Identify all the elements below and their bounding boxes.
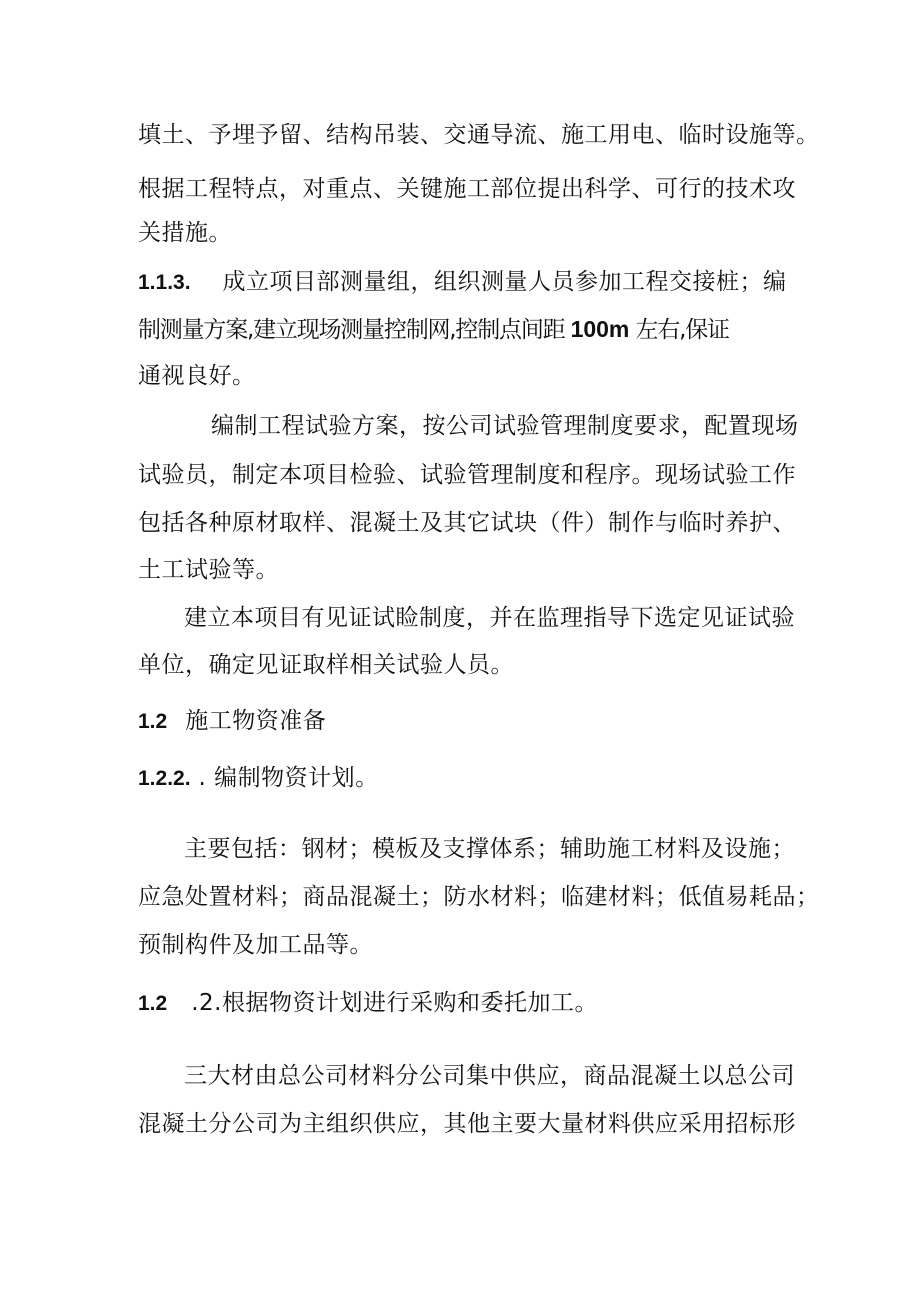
text: . 编制物资计划。 bbox=[198, 765, 379, 791]
section-number: 1.2.2. bbox=[138, 767, 191, 790]
section-heading-1-1-3 bbox=[138, 267, 787, 298]
section-number: 1.2 bbox=[138, 992, 168, 1015]
section-number: 1.2 bbox=[138, 710, 168, 733]
section-heading-1-2-2b bbox=[138, 988, 598, 1019]
text: 三大材由总公司材料分公司集中供应，商品混凝土以总公司 bbox=[184, 1063, 795, 1089]
paragraph-line bbox=[138, 930, 373, 960]
paragraph-line bbox=[138, 174, 796, 204]
paragraph-line bbox=[138, 650, 514, 680]
text: 包括各种原材取样、混凝土及其它试块（件）制作与临时养护、 bbox=[138, 510, 796, 536]
text: 填土、予埋予留、结构吊装、交通导流、施工用电、临时设施等。 bbox=[138, 122, 820, 148]
text: 建立本项目有见证试睑制度，并在监理指导下选定见证试验 bbox=[184, 605, 795, 631]
text: 成立项目部测量组，组织测量人员参加工程交接桩；编 bbox=[222, 269, 787, 295]
paragraph-line bbox=[138, 508, 796, 538]
paragraph-line bbox=[184, 834, 795, 864]
text: 应急处置材料；商品混凝土；防水材料；临建材料；低值易耗品； bbox=[138, 884, 820, 910]
paragraph-line bbox=[138, 361, 256, 391]
text: 通视良好。 bbox=[138, 363, 256, 389]
paragraph-line bbox=[138, 120, 820, 150]
section-heading-1-2 bbox=[138, 706, 326, 737]
paragraph-line bbox=[138, 460, 796, 490]
text: 制测量方案,建立现场测量控制网,控制点间距 bbox=[138, 317, 565, 343]
text: 单位，确定见证取样相关试验人员。 bbox=[138, 652, 514, 678]
text: 关措施。 bbox=[138, 220, 232, 246]
text: 左右,保证 bbox=[635, 317, 729, 343]
text: 编制工程试验方案，按公司试验管理制度要求，配置现场 bbox=[211, 413, 799, 439]
paragraph-line bbox=[138, 314, 729, 345]
section-number: 1.1.3. bbox=[138, 271, 191, 294]
paragraph-line bbox=[184, 1061, 795, 1091]
paragraph-line bbox=[138, 555, 279, 585]
text: 混凝土分公司为主组织供应，其他主要大量材料供应采用招标形 bbox=[138, 1111, 796, 1137]
text: 主要包括：钢材；模板及支撑体系；辅助施工材料及设施； bbox=[184, 836, 795, 862]
text: 根据工程特点，对重点、关键施工部位提出科学、可行的技术攻 bbox=[138, 176, 796, 202]
distance-value: 100m bbox=[570, 316, 630, 342]
section-heading-1-2-2 bbox=[138, 763, 379, 794]
text: 试验员，制定本项目检验、试验管理制度和程序。现场试验工作 bbox=[138, 462, 796, 488]
paragraph-line bbox=[138, 882, 820, 912]
text: 施工物资准备 bbox=[185, 708, 327, 734]
text: 预制构件及加工品等。 bbox=[138, 932, 373, 958]
paragraph-line bbox=[138, 1109, 796, 1139]
text: 土工试验等。 bbox=[138, 557, 279, 583]
paragraph-line bbox=[138, 218, 232, 248]
text: .2.根据物资计划进行采购和委托加工。 bbox=[191, 990, 598, 1016]
paragraph-line bbox=[184, 603, 795, 633]
paragraph-line bbox=[211, 411, 799, 441]
